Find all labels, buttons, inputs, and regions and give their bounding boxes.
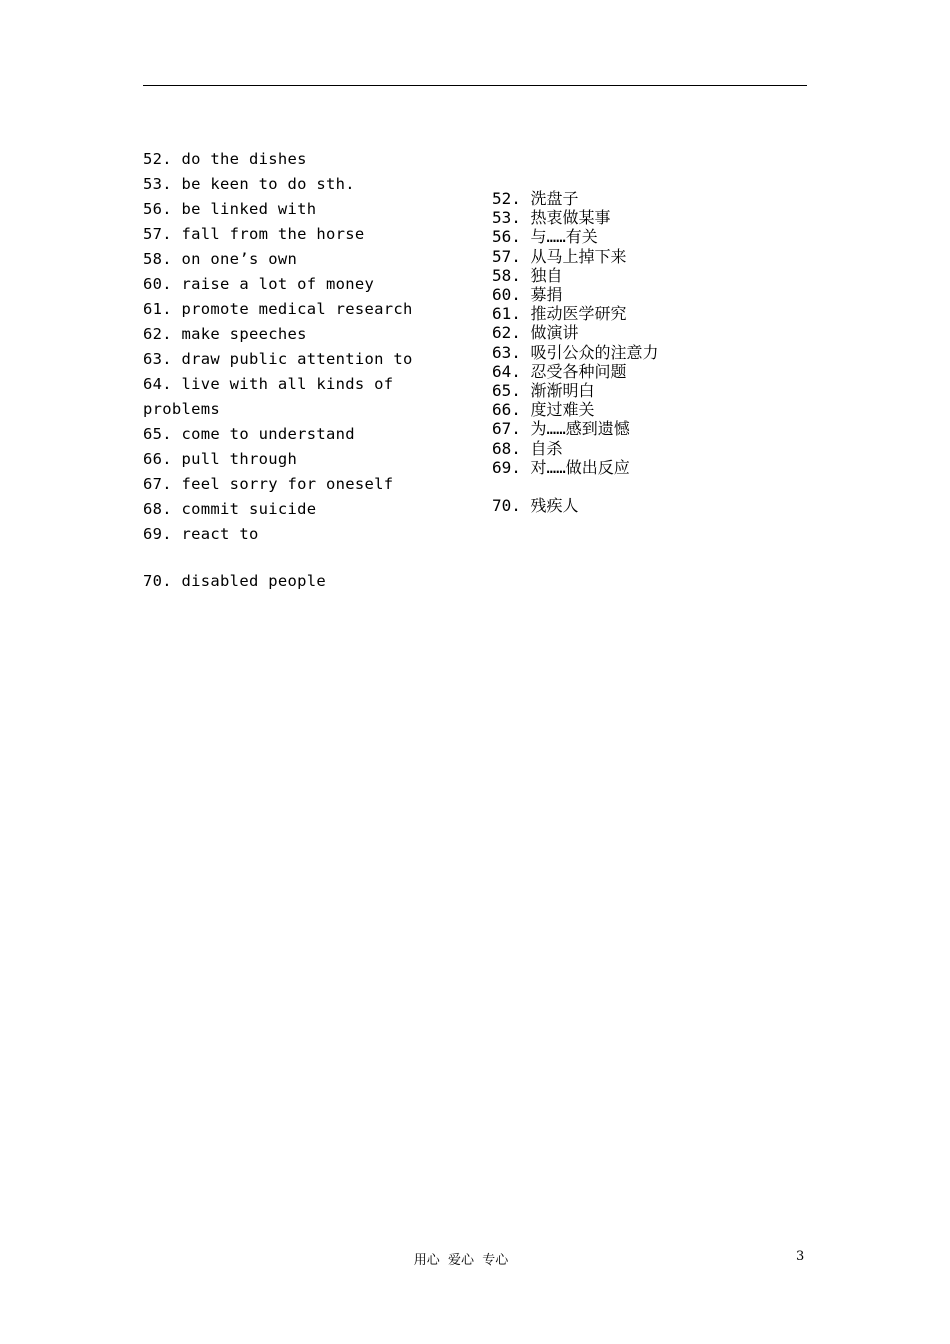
chinese-phrase-57: 57. 从马上掉下来 (492, 246, 627, 266)
english-phrase-list (143, 147, 433, 594)
chinese-phrase-69: 69. 对……做出反应 (492, 457, 630, 477)
english-phrase-61: 61. promote medical research (143, 300, 413, 318)
english-phrase-69: 69. react to (143, 525, 259, 543)
english-phrase-53: 53. be keen to do sth. (143, 175, 355, 193)
footer-motto: 用心 爱心 专心 (413, 1253, 509, 1268)
chinese-phrase-list (492, 189, 812, 515)
english-phrase-66: 66. pull through (143, 450, 298, 468)
english-phrase-62: 62. make speeches (143, 325, 307, 343)
chinese-phrase-61: 61. 推动医学研究 (492, 304, 627, 324)
chinese-phrase-56: 56. 与……有关 (492, 227, 598, 247)
chinese-phrase-52: 52. 洗盘子 (492, 189, 579, 208)
header-rule (143, 85, 807, 86)
english-phrase-56: 56. be linked with (143, 200, 317, 218)
english-phrase-58: 58. on one’s own (143, 250, 298, 268)
chinese-phrase-70: 70. 残疾人 (492, 496, 579, 516)
chinese-phrase-63: 63. 吸引公众的注意力 (492, 342, 659, 362)
chinese-phrase-62: 62. 做演讲 (492, 323, 579, 343)
page-number: 3 (796, 1249, 805, 1264)
english-phrase-63: 63. draw public attention to (143, 350, 413, 368)
chinese-phrase-53: 53. 热衷做某事 (492, 208, 611, 228)
english-phrase-57: 57. fall from the horse (143, 225, 365, 243)
chinese-phrase-68: 68. 自杀 (492, 438, 563, 458)
chinese-phrase-67: 67. 为……感到遗憾 (492, 419, 630, 439)
english-phrase-67: 67. feel sorry for oneself (143, 475, 394, 493)
chinese-phrase-65: 65. 渐渐明白 (492, 381, 595, 401)
chinese-phrase-58: 58. 独自 (492, 265, 563, 285)
english-phrase-70: 70. disabled people (143, 572, 327, 590)
english-phrase-64: 64. live with all kinds of problems (143, 375, 404, 418)
english-phrase-52: 52. do the dishes (143, 150, 307, 168)
chinese-phrase-64: 64. 忍受各种问题 (492, 361, 627, 381)
english-phrase-60: 60. raise a lot of money (143, 275, 375, 293)
chinese-phrase-66: 66. 度过难关 (492, 400, 595, 420)
english-phrase-65: 65. come to understand (143, 425, 355, 443)
english-phrase-68: 68. commit suicide (143, 500, 317, 518)
chinese-phrase-60: 60. 募捐 (492, 285, 563, 305)
